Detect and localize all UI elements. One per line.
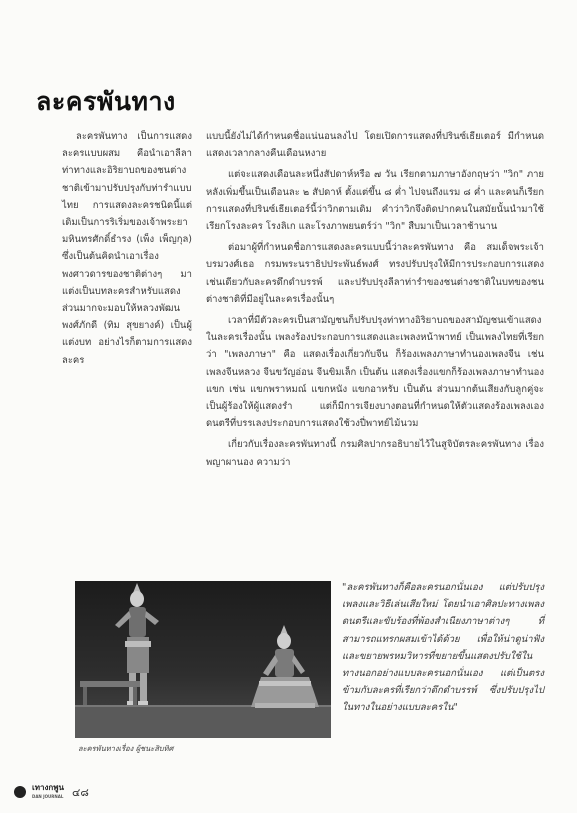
left-column-text: ละครพันทาง เป็นการแสดงละครแบบผสม คือนำเอาลีลาท่าทางและอิริยาบถของชนต่างชาติเข้ามาปรับปรุงกับท่ารำแบบไทย การแสดงละครชนิดนี้แต่เดิมเป็นการริเริ่มของเจ้าพระยามหินทรศักดิ์ธำรง (เพ็ง เพ็ญกุล) ซึ่งเป็นต้นคิดนำเอาเรื่องพงศาวดารของชาติต่างๆ มาแต่งเป็นบทละครสำหรับแสดง ส่วนมากจะมอบให้หลวงพัฒนพงศ์ภักดี (ทิม สุขยางค์) เป็นผู้แต่งบท อย่างไรก็ตามการแสดงละคร [62, 131, 192, 366]
page-footer [14, 784, 89, 800]
page-title: ละครพันทาง [36, 87, 176, 116]
right-paragraph: เวลาที่มีตัวละครเป็นสามัญชนก็ปรับปรุงท่าทางอิริยาบถของสามัญชนเข้าแสดงในละครเรื่องนั้น เพลงร้องประกอบการแสดงและเพลงหน้าพาทย์ เป็นเพลงไทยที่เรียกว่า "เพลงภาษา" คือ แสดงเรื่องเกี่ยวกับจีน ก็ร้องเพลงภาษาทำนองเพลงจีน เช่น เพลงจีนหลวง จีนขวัญอ่อน จีนขิมเล็ก เป็นต้น แสดงเรื่องแขกก็ร้องเพลงภาษาทำนองแขก เช่น แขกพราหมณ์ แขกหนัง แขกอาหรับ เป็นต้น ส่วนมากต้นเสียงกับลูกคู่จะเป็นผู้ร้องให้ผู้แสดงรำ แต่ก็มีการเจียงบางตอนที่กำหนดให้ตัวแสดงร้องเพลงเอง ดนตรีที่บรรเลงประกอบการแสดงใช้วงปี่พาทย์ไม้นวม [206, 315, 544, 430]
right-paragraph: แต่จะแสดงเดือนละหนึ่งสัปดาห์หรือ ๗ วัน เรียกตามภาษาอังกฤษว่า "วิก" ภายหลังเพิ่มขึ้นเป็นเดือนละ ๒ สัปดาห์ ตั้งแต่ขึ้น ๘ ค่ำ ไปจนถึงแรม ๘ ค่ำ และคนก็เรียกการแสดงที่ปรินซ์เธียเตอร์นี้ว่าวิกตามเดิม คำว่าวิกจึงติดปากคนในสมัยนั้นนำมาใช้เรียกโรงละคร โรงลิเก และโรงภาพยนตร์ว่า "วิก" สืบมาเป็นเวลาช้านาน [206, 169, 544, 233]
performance-photo [75, 581, 331, 738]
magazine-logo-subtext: DAN JOURNAL [32, 794, 64, 799]
magazine-logo [32, 783, 64, 801]
right-paragraph: แบบนี้ยังไม่ได้กำหนดชื่อแน่นอนลงไป โดยเปิดการแสดงที่ปรินซ์เธียเตอร์ มีกำหนดแสดงเวลากลางคืนเดือนหงาย [206, 131, 544, 160]
magazine-logo-icon [14, 786, 26, 798]
page-number: ๔๘ [72, 786, 89, 799]
right-column [206, 128, 544, 475]
right-paragraph: เกี่ยวกับเรื่องละครพันทางนี้ กรมศิลปากรอธิบายไว้ในสูจิบัตรละครพันทาง เรื่องพญาผานอง ความว่า [206, 439, 544, 468]
magazine-logo-text: เทางกพูน [32, 783, 64, 792]
quote-block: "ละครพันทางก็คือละครนอกนั่นเอง แต่ปรับปรุงเพลงและวิธีเล่นเสียใหม่ โดยนำเอาศิลปะทางเพลงดนตรีและขับร้องที่พ้องสำเนียงภาษาต่างๆ ที่สามารถแทรกผสมเข้าได้ด้วย เพื่อให้น่าดูน่าฟัง และขยายพรหมวิหารที่ขยายขึ้นแสดงปรับใช้ในทางนอกอย่างแบบละครนอกนั่นเอง แต่เป็นตรงข้ามกับละครที่เรียกว่าดึกดำบรรพ์ ซึ่งปรับปรุงไปในทางในอย่างแบบละครใน" [342, 582, 544, 714]
right-paragraph: ต่อมาผู้ที่กำหนดชื่อการแสดงละครแบบนี้ว่าละครพันทาง คือ สมเด็จพระเจ้าบรมวงศ์เธอ กรมพระนราธิปประพันธ์พงศ์ ทรงปรับปรุงให้มีการประกอบการแสดง เช่นเดียวกับละครดึกดำบรรพ์ และปรับปรุงลีลาท่ารำของชนต่างชาติในบทของชนต่างชาติที่มีอยู่ในละครเรื่องนั้นๆ [206, 242, 544, 305]
stage-scene-illustration [75, 581, 331, 738]
photo-caption: ละครพันทางเรื่อง ผู้ชนะสิบทิศ [78, 744, 174, 753]
